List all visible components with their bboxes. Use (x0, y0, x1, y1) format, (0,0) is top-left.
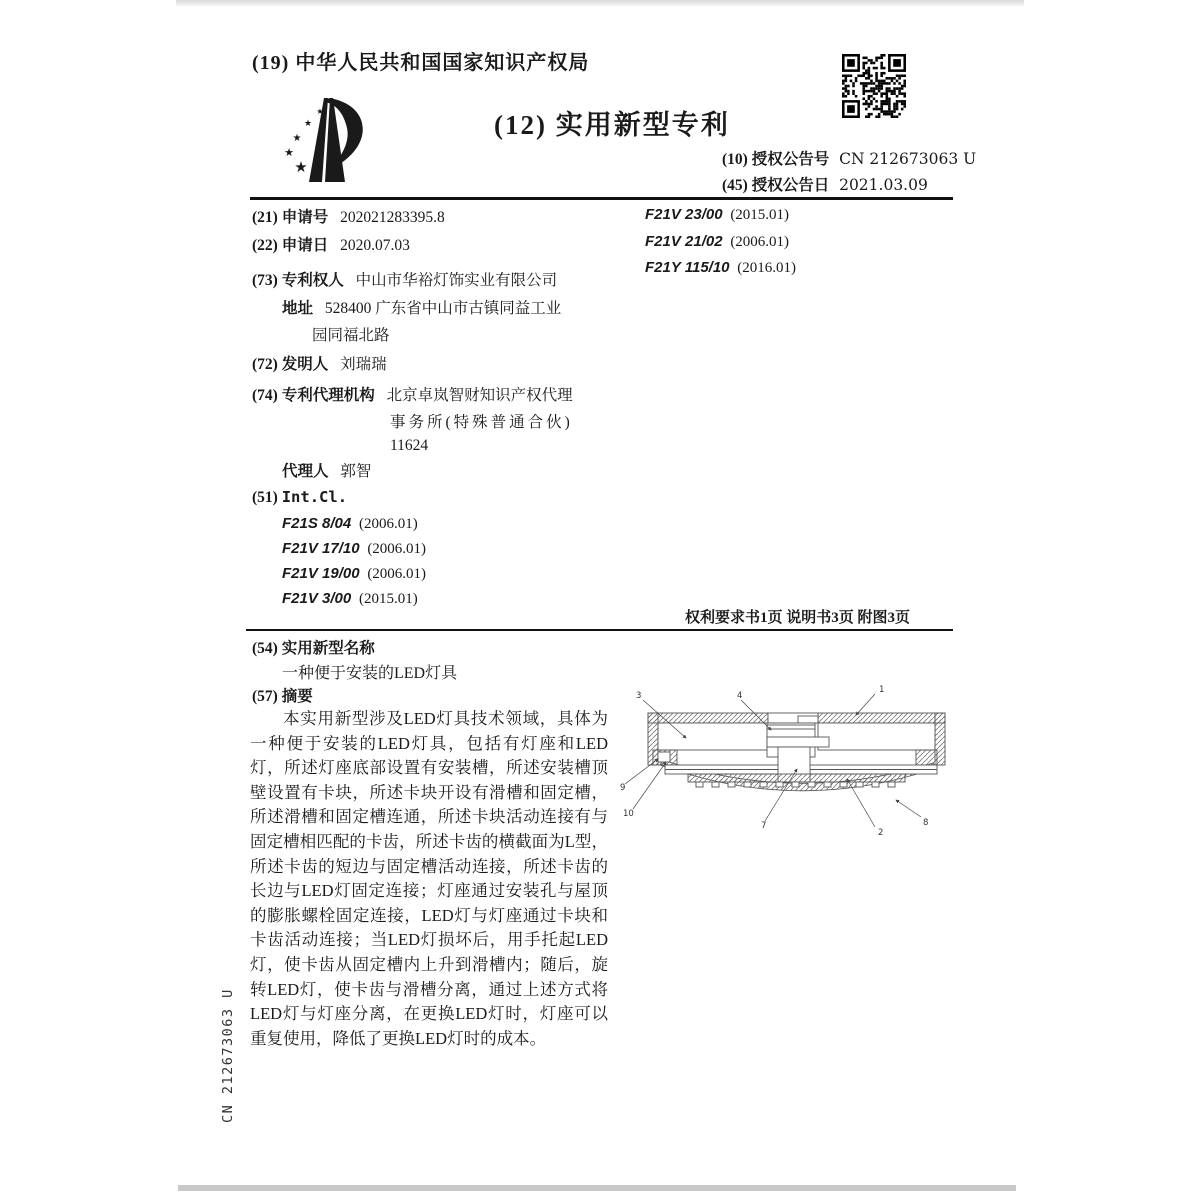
agent-label: 代理人 (282, 463, 329, 480)
application-date-value: 2020.07.03 (340, 237, 410, 254)
patent-figure (618, 678, 958, 848)
figure-label: 8 (923, 818, 929, 828)
qr-code (842, 54, 906, 118)
svg-text:★: ★ (284, 147, 294, 159)
agency-line2: 事务所(特殊普通合伙) (390, 414, 573, 431)
agency-row-2 (390, 410, 573, 432)
intcl-row (252, 488, 347, 507)
svg-text:★: ★ (294, 160, 308, 176)
svg-text:★: ★ (316, 107, 324, 116)
publication-number-value: CN 212673063 U (839, 150, 977, 168)
figure-label: 1 (879, 685, 885, 695)
agent-value: 郭智 (340, 463, 372, 480)
figure-label: 4 (737, 691, 743, 701)
svg-text:★: ★ (292, 133, 302, 144)
application-date-row (252, 233, 410, 255)
agency-code-row (390, 437, 428, 455)
ipc-right-row: F21V 23/00 (2015.01) (645, 206, 790, 223)
address-line2: 园同福北路 (312, 327, 390, 344)
agency-line1: 北京卓岚智财知识产权代理 (386, 387, 573, 404)
agent-row (282, 459, 371, 481)
address-label: 地址 (282, 300, 314, 317)
figure-label: 9 (620, 783, 626, 793)
side-publication-number: CN 212673063 U (220, 988, 236, 1123)
patentee-row (252, 268, 557, 290)
biblio-divider-rule (246, 629, 953, 631)
application-number-value: 202021283395.8 (340, 209, 445, 226)
patentee-value: 中山市华裕灯饰实业有限公司 (355, 272, 558, 289)
figure-label: 7 (761, 821, 767, 831)
ipc-left-row: F21S 8/04 (2006.01) (282, 515, 418, 532)
lamp-cross-section (648, 713, 945, 791)
application-number-row (252, 205, 445, 227)
ipc-right-row: F21V 21/02 (2006.01) (645, 233, 790, 250)
patentee-label: (73) 专利权人 (252, 272, 344, 289)
application-number-label: (21) 申请号 (252, 209, 329, 226)
intcl-label: (51) (252, 489, 282, 506)
publication-number-row (722, 147, 976, 169)
header-divider-rule (250, 197, 953, 200)
pages-note: 权利要求书1页 说明书3页 附图3页 (684, 610, 910, 626)
invention-name: 一种便于安装的LED灯具 (282, 665, 458, 682)
ipc-left-row: F21V 19/00 (2006.01) (282, 565, 427, 582)
svg-text:★: ★ (303, 118, 313, 128)
inventor-label: (72) 发明人 (252, 356, 329, 373)
page-bottom-edge (178, 1185, 1016, 1191)
abstract-label: (57) 摘要 (252, 688, 313, 705)
ipc-right-row: F21Y 115/10 (2016.01) (645, 259, 797, 276)
agency-row (252, 383, 573, 405)
invention-name-label: (54) 实用新型名称 (252, 640, 375, 657)
publication-date-row (722, 173, 928, 195)
cnipa-emblem-logo (272, 92, 382, 192)
ipc-left-row: F21V 17/10 (2006.01) (282, 540, 427, 557)
agency-code-value: 11624 (390, 437, 429, 454)
publication-number-label: (10) 授权公告号 (722, 151, 830, 168)
figure-label: 3 (636, 691, 642, 701)
address-row (282, 296, 561, 318)
figure-label: 2 (878, 828, 884, 838)
publication-date-label: (45) 授权公告日 (722, 177, 830, 194)
document-type-title: (12) 实用新型专利 (494, 110, 730, 140)
abstract-text: 本实用新型涉及LED灯具技术领域，具体为一种便于安装的LED灯具，包括有灯座和LED灯，所述灯座底部设置有安装槽，所述安装槽顶壁设置有卡块，所述卡块开设有滑槽和固定槽，所述滑槽和固定槽连通，所述卡块活动连接有与固定槽相匹配的卡齿，所述卡齿的横截面为L型，所述卡齿的短边与固定槽活动连接，所述卡齿的长边与LED灯固定连接；灯座通过安装孔与屋顶的膨胀螺栓固定连接，LED灯与灯座通过卡块和卡齿活动连接；当LED灯损坏后，用手托起LED灯，使卡齿从固定槽内上升到滑槽内；随后，旋转LED灯，使卡齿与滑槽分离，通过上述方式将LED灯与灯座分离，在更换LED灯时，灯座可以重复使用，降低了更换LED灯时的成本。 (250, 709, 608, 1048)
ipc-left-row: F21V 3/00 (2015.01) (282, 590, 418, 607)
figure-label: 10 (623, 809, 634, 819)
agency-label: (74) 专利代理机构 (252, 387, 375, 404)
publication-date-value: 2021.03.09 (839, 176, 928, 194)
application-date-label: (22) 申请日 (252, 237, 329, 254)
address-line1: 528400 广东省中山市古镇同益工业 (324, 300, 562, 317)
inventor-row (252, 352, 387, 374)
address-row-2 (312, 323, 390, 345)
inventor-value: 刘瑞瑞 (340, 356, 387, 373)
issuing-office-title: (19) 中华人民共和国国家知识产权局 (252, 52, 590, 74)
intcl-value: Int.Cl. (281, 488, 348, 506)
page-top-edge (176, 0, 1024, 6)
